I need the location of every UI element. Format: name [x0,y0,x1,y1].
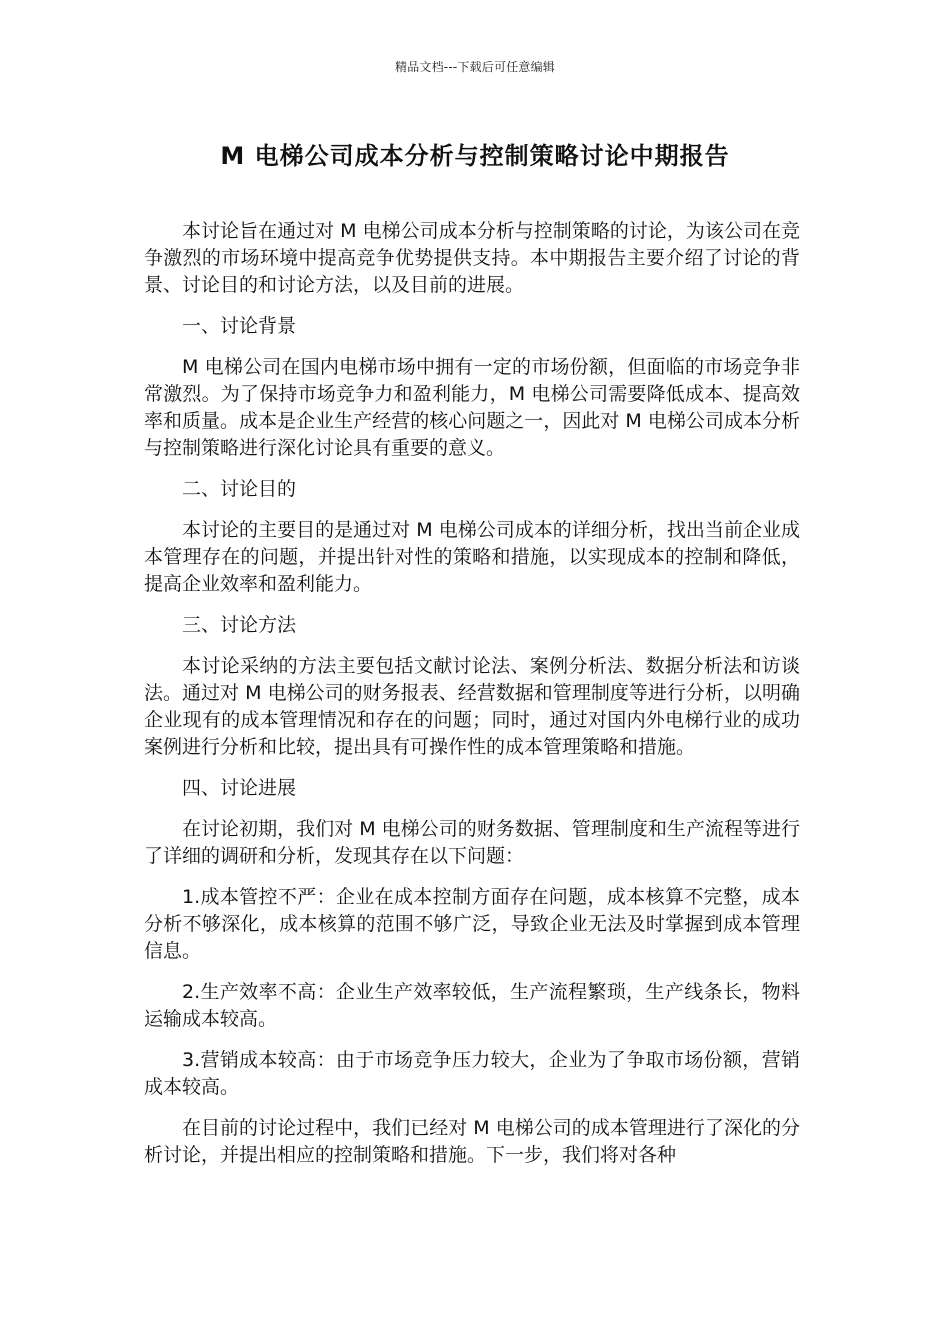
intro-paragraph: 本讨论旨在通过对 M 电梯公司成本分析与控制策略的讨论，为该公司在竞争激烈的市场环境中提高竞争优势提供支持。本中期报告主要介绍了讨论的背景、讨论目的和讨论方法，以及目前的进展。 [144,220,800,296]
header-note: 精品文档---下载后可任意编辑 [395,60,555,74]
issue-item-3: 3.营销成本较高：由于市场竞争压力较大，企业为了争取市场份额，营销成本较高。 [144,1049,800,1098]
section-heading-progress: 四、讨论进展 [182,777,297,799]
method-paragraph: 本讨论采纳的方法主要包括文献讨论法、案例分析法、数据分析法和访谈法。通过对 M 电梯公司的财务报表、经营数据和管理制度等进行分析，以明确企业现有的成本管理情况和存在的问题；同时，通过对国内外电梯行业的成功案例进行分析和比较，提出具有可操作性的成本管理策略和措施。 [144,655,800,758]
purpose-paragraph: 本讨论的主要目的是通过对 M 电梯公司成本的详细分析，找出当前企业成本管理存在的问题，并提出针对性的策略和措施，以实现成本的控制和降低，提高企业效率和盈利能力。 [144,519,800,595]
issue-item-2: 2.生产效率不高：企业生产效率较低，生产流程繁琐，生产线条长，物料运输成本较高。 [144,981,800,1030]
progress-paragraph: 在讨论初期，我们对 M 电梯公司的财务数据、管理制度和生产流程等进行了详细的调研和分析，发现其存在以下问题： [144,818,800,867]
background-paragraph: M 电梯公司在国内电梯市场中拥有一定的市场份额，但面临的市场竞争非常激烈。为了保持市场竞争力和盈利能力，M 电梯公司需要降低成本、提高效率和质量。成本是企业生产经营的核心问题之一，因此对 M 电梯公司成本分析与控制策略进行深化讨论具有重要的意义。 [144,356,800,459]
next-steps-paragraph: 在目前的讨论过程中，我们已经对 M 电梯公司的成本管理进行了深化的分析讨论，并提出相应的控制策略和措施。下一步，我们将对各种 [144,1117,800,1166]
document-body [144,218,800,1183]
section-heading-method: 三、讨论方法 [182,614,297,636]
section-heading-background: 一、讨论背景 [182,315,297,337]
document-title: M 电梯公司成本分析与控制策略讨论中期报告 [220,142,730,170]
section-heading-purpose: 二、讨论目的 [182,478,297,500]
issue-item-1: 1.成本管控不严：企业在成本控制方面存在问题，成本核算不完整，成本分析不够深化，成本核算的范围不够广泛，导致企业无法及时掌握到成本管理信息。 [144,886,800,962]
